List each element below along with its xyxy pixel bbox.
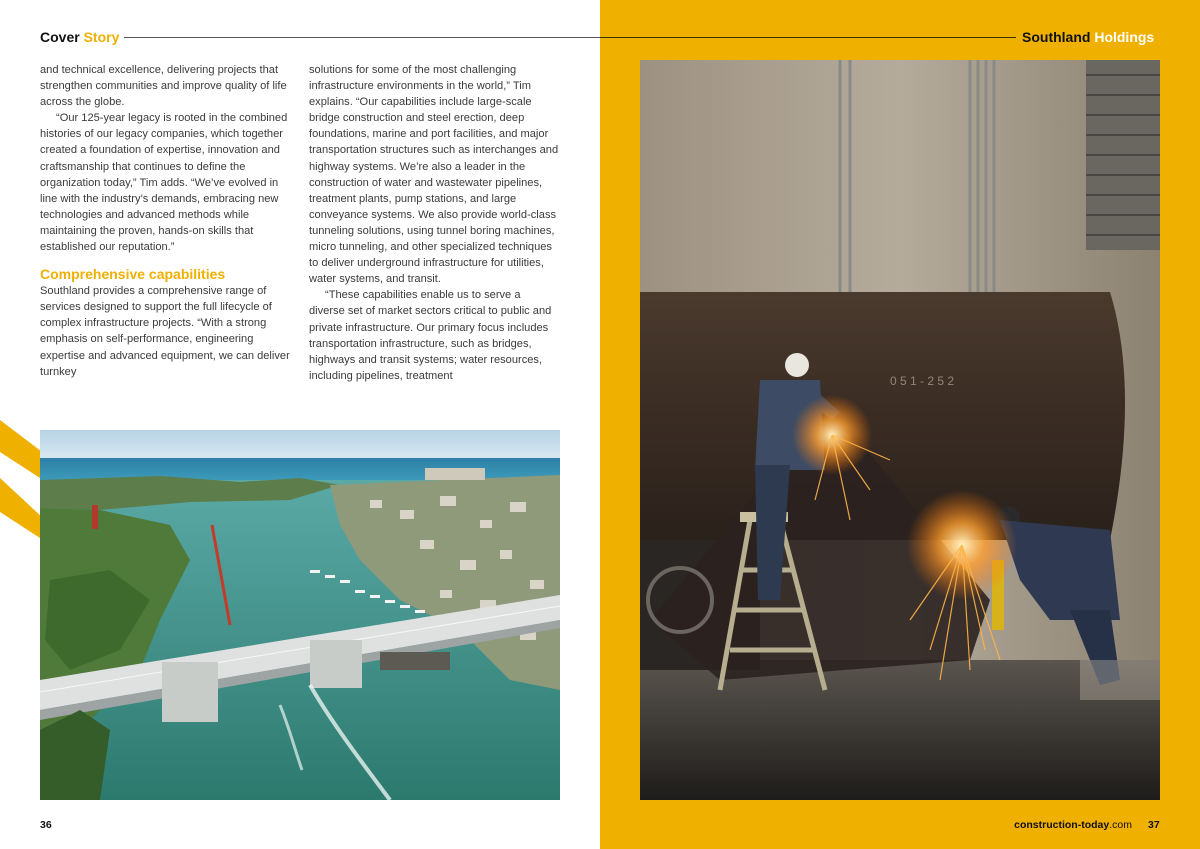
column2-paragraph-2: “These capabilities enable us to serve a diverse set of market sectors critical to public and private infrastructure. Our primary focus includes transportation infrastructure, such as bridges, highways and transit systems; water resources, including pipelines, treatment xyxy=(309,289,552,382)
section-label-left xyxy=(40,29,119,45)
header-rule-right xyxy=(600,37,1016,38)
subheading-comprehensive-capabilities: Comprehensive capabilities xyxy=(40,266,226,283)
column1-paragraph-1: and technical excellence, delivering projects that strengthen communities and improve quality of life across the globe. xyxy=(40,64,287,109)
header-rule-left xyxy=(124,37,600,38)
column1-paragraph-3: Southland provides a comprehensive range of services designed to support the full lifecycle of complex infrastructure projects. “With a strong emphasis on self-performance, engineering expertise and advanced equipment, we can deliver turnkey xyxy=(40,285,290,378)
page-number-right: 37 xyxy=(1148,819,1160,831)
right-page xyxy=(600,0,1200,849)
footer-domain: construction-today xyxy=(1014,819,1110,831)
welding-workers-photo xyxy=(640,60,1160,800)
section-word-cover: Cover xyxy=(40,29,80,45)
page-number-left: 36 xyxy=(40,819,52,831)
section-word-southland: Southland xyxy=(1022,29,1091,45)
column2-paragraph-1: solutions for some of the most challenging infrastructure environments in the world,” Tim explains. “Our capabilities include large-scale bridge construction and steel erection, deep foundations, marine and port facilities, and major transportation structures such as interchanges and highway systems. We’re also a leader in the construction of water and wastewater pipelines, treatment plants, pump stations, and large conveyance systems. We also provide world-class tunneling solutions, using tunnel boring machines, micro tunneling, and other specialized techniques to deliver underground infrastructure for utilities, water systems, and transit. xyxy=(309,64,559,286)
section-word-holdings: Holdings xyxy=(1094,29,1155,45)
footer-tld: .com xyxy=(1109,819,1132,831)
footer-website xyxy=(1014,819,1132,831)
column1-paragraph-2: “Our 125-year legacy is rooted in the combined histories of our legacy companies, which together created a foundation of expertise, innovation and craftsmanship that continues to define the organization today,” Tim adds. “We’ve evolved in line with the industry’s demands, embracing new technologies and advanced methods while maintaining the proven, hands-on skills that established our reputation.” xyxy=(40,112,288,254)
section-word-story: Story xyxy=(83,29,120,45)
text-column-2 xyxy=(309,62,559,384)
aerial-bridge-photo xyxy=(40,430,560,800)
svg-text:0 5 1 - 2 5 2: 0 5 1 - 2 5 2 xyxy=(890,374,955,388)
section-label-right xyxy=(1022,29,1154,45)
text-column-1 xyxy=(40,62,290,380)
